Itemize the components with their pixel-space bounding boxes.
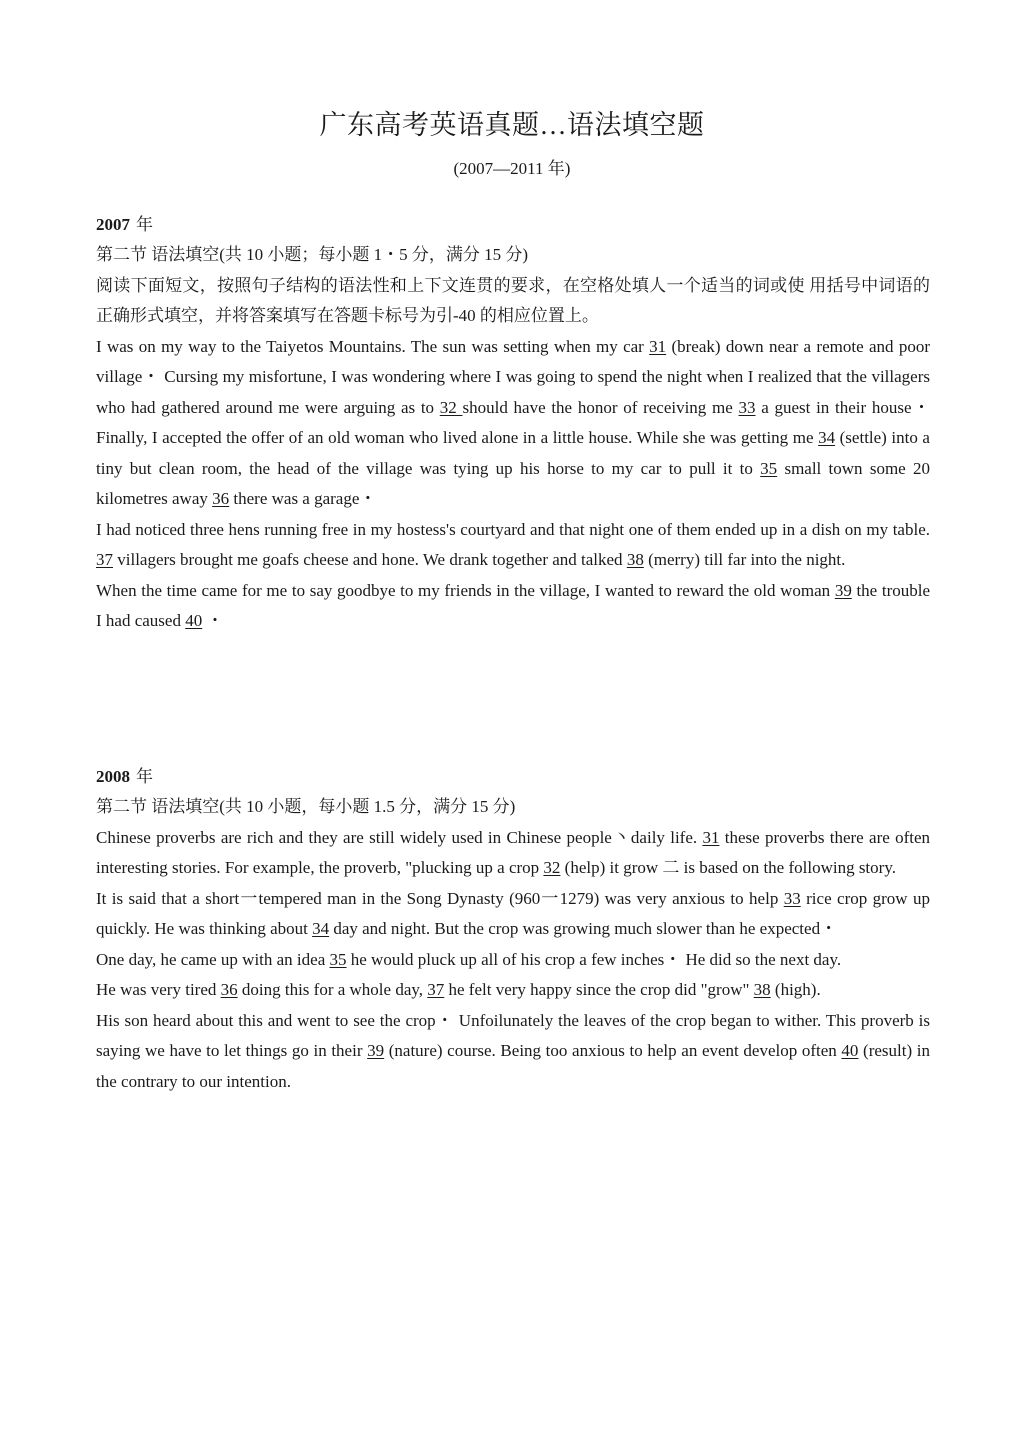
paragraph-text: (nature) course. Being too anxious to help an event develop often xyxy=(384,1041,842,1060)
blank-number: 31 xyxy=(649,336,667,356)
paragraph-text: (break) down near a remote and poor village・ Cursing my misfortune, I was wondering where I was going to spend the night when I realized that the villagers who had gathered around me were arguing as to xyxy=(96,336,930,417)
year-suffix: 年 xyxy=(136,767,153,786)
page-subtitle: (2007—2011 年) xyxy=(453,159,571,178)
blank-number: 38 xyxy=(753,980,771,999)
year-suffix: 年 xyxy=(136,215,153,234)
blank-number: 39 xyxy=(367,1041,385,1060)
year-number: 2008 xyxy=(96,767,130,786)
paragraph xyxy=(96,945,930,976)
paragraph-text: rice crop grow up quickly. He was thinking about xyxy=(96,888,930,938)
paragraph-text: small town some 20 kilometres away xyxy=(96,458,931,508)
blank-number: 36 xyxy=(220,980,238,999)
instructions: 阅读下面短文，按照句子结构的语法性和上下文连贯的要求，在空格处填人一个适当的词或使 用括号中词语的正确形式填空，并将答案填写在答题卡标号为引-40 的相应位置上。 xyxy=(96,275,930,325)
paragraph xyxy=(96,823,930,884)
paragraph-text: (settle) into a tiny but clean room, the head of the village was tying up his horse to my car to pull it to xyxy=(96,428,930,478)
paragraph xyxy=(96,1006,930,1098)
paragraph xyxy=(96,515,930,576)
paragraph-text: (help) it grow 二 is based on the following story. xyxy=(560,858,896,877)
paragraph-text: day and night. But the crop was growing much slower than he expected・ xyxy=(329,919,838,938)
paragraph-text: Chinese proverbs are rich and they are still widely used in Chinese people丶daily life. xyxy=(96,827,703,847)
paragraph-text: (merry) till far into the night. xyxy=(643,550,846,569)
blank-number: 31 xyxy=(702,827,720,847)
paragraph-text: these proverbs there are often interesting stories. For example, the proverb, "plucking up a crop xyxy=(96,827,931,877)
section-year xyxy=(96,210,930,240)
paragraph-text: doing this for a whole day, xyxy=(237,980,428,999)
blank-number: 40 xyxy=(185,611,203,630)
section-year xyxy=(96,762,930,792)
blank-number: 32 xyxy=(439,397,463,417)
paragraph-text: (high). xyxy=(770,980,821,999)
blank-number: 39 xyxy=(834,580,852,600)
page-title: 广东高考英语真题…语法填空题 xyxy=(319,110,705,140)
paragraph-text: there was a garage・ xyxy=(229,489,377,508)
blank-number: 37 xyxy=(96,550,113,569)
paragraph-text: should have the honor of receiving me xyxy=(462,397,739,417)
paragraph-text: ・ xyxy=(202,611,224,630)
section-heading: 第二节 语法填空(共 10 小题；每小题 1・5 分，满分 15 分) xyxy=(96,245,529,264)
paragraph-text: One day, he came up with an idea xyxy=(96,949,330,969)
paragraph-text: It is said that a short一tempered man in the Song Dynasty (960一1279) was very anxious to help xyxy=(96,888,784,908)
section-heading: 第二节 语法填空(共 10 小题，每小题 1.5 分，满分 15 分) xyxy=(96,797,516,816)
paragraph-text: he felt very happy since the crop did "grow" xyxy=(444,980,754,999)
paragraph-text: I was on my way to the Taiyetos Mountains. The sun was setting when my car xyxy=(96,336,650,356)
paragraph xyxy=(96,975,930,1006)
blank-number: 33 xyxy=(738,397,756,417)
blank-number: 36 xyxy=(212,489,230,508)
paragraph xyxy=(96,332,930,515)
blank-number: 34 xyxy=(818,428,836,447)
section-2008 xyxy=(96,762,930,1097)
paragraph-text: He was very tired xyxy=(96,980,221,999)
blank-number: 33 xyxy=(783,888,801,908)
section-2007 xyxy=(96,210,930,637)
blank-number: 32 xyxy=(543,858,561,877)
year-number: 2007 xyxy=(96,215,130,234)
blank-number: 38 xyxy=(626,550,644,569)
paragraph-text: I had noticed three hens running free in my hostess's courtyard and that night one of them ended up in a dish on my table. xyxy=(96,519,930,539)
blank-number: 34 xyxy=(312,919,330,938)
paragraph xyxy=(96,576,930,637)
paragraph xyxy=(96,884,930,945)
paragraph-text: the trouble I had caused xyxy=(96,580,931,630)
paragraph-text: When the time came for me to say goodbye to my friends in the village, I wanted to reward the old woman xyxy=(96,580,835,600)
blank-number: 40 xyxy=(841,1041,859,1060)
blank-number: 37 xyxy=(427,980,445,999)
blank-number: 35 xyxy=(760,458,778,478)
paragraph-text: he would pluck up all of his crop a few inches・ He did so the next day. xyxy=(346,949,842,969)
blank-number: 35 xyxy=(329,949,347,969)
paragraph-text: villagers brought me goafs cheese and hone. We drank together and talked xyxy=(113,550,627,569)
paragraph-text: (result) in the contrary to our intention. xyxy=(96,1041,930,1091)
paragraph-text: His son heard about this and went to see the crop・ Unfoilunately the leaves of the crop began to wither. This proverb is saying we have to let things go in their xyxy=(96,1010,930,1060)
paragraph-text: a guest in their house・ Finally, I accepted the offer of an old woman who lived alone in a little house. While she was getting me xyxy=(96,397,931,447)
